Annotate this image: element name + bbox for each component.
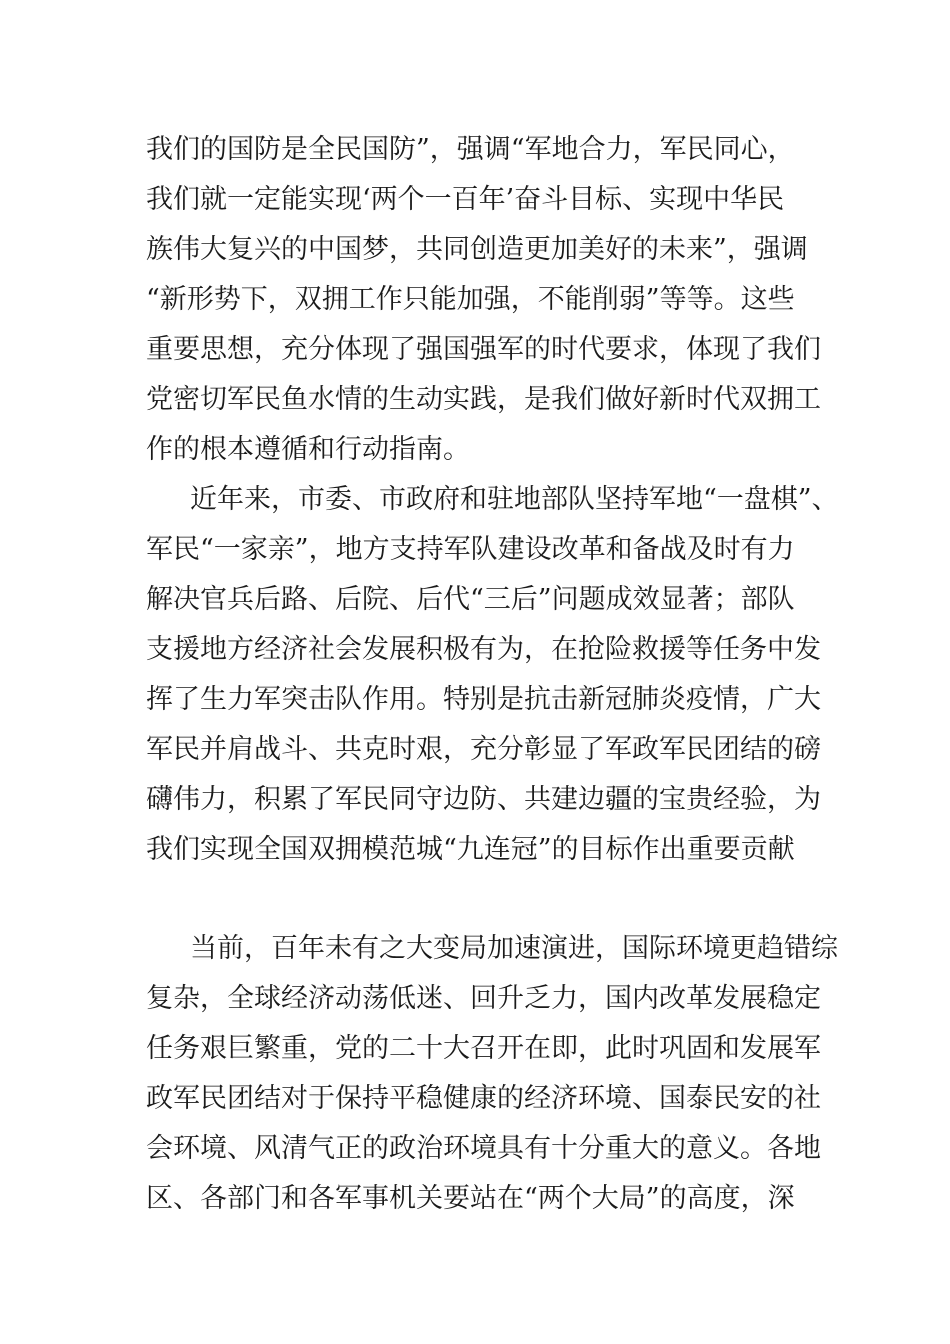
paragraph-3-line-5: 会环境、风清气正的政治环境具有十分重大的意义。各地 — [146, 1133, 821, 1164]
paragraph-3-line-1: 当前，百年未有之大变局加速演进，国际环境更趋错综 — [190, 933, 838, 964]
paragraph-1-line-3: 族伟大复兴的中国梦，共同创造更加美好的未来”，强调 — [146, 234, 808, 265]
paragraph-2-line-6: 军民并肩战斗、共克时艰，充分彰显了军政军民团结的磅 — [146, 734, 821, 765]
paragraph-1-line-4: “新形势下，双拥工作只能加强，不能削弱”等等。这些 — [146, 284, 795, 315]
paragraph-1-line-7: 作的根本遵循和行动指南。 — [146, 434, 470, 465]
paragraph-2-line-4: 支援地方经济社会发展积极有为，在抢险救援等任务中发 — [146, 634, 821, 665]
paragraph-3-line-6: 区、各部门和各军事机关要站在“两个大局”的高度，深 — [146, 1183, 795, 1214]
paragraph-1-line-2: 我们就一定能实现‘两个一百年’奋斗目标、实现中华民 — [146, 184, 785, 215]
paragraph-3-line-4: 政军民团结对于保持平稳健康的经济环境、国泰民安的社 — [146, 1083, 821, 1114]
paragraph-2-line-2: 军民“一家亲”，地方支持军队建设改革和备战及时有力 — [146, 534, 795, 565]
paragraph-2-line-7: 礴伟力，积累了军民同守边防、共建边疆的宝贵经验，为 — [146, 784, 821, 815]
paragraph-1-line-1: 我们的国防是全民国防”，强调“军地合力，军民同心， — [146, 134, 795, 165]
paragraph-2-line-3: 解决官兵后路、后院、后代“三后”问题成效显著；部队 — [146, 584, 795, 615]
paragraph-1-line-6: 党密切军民鱼水情的生动实践，是我们做好新时代双拥工 — [146, 384, 821, 415]
paragraph-3-line-3: 任务艰巨繁重，党的二十大召开在即，此时巩固和发展军 — [146, 1033, 821, 1064]
paragraph-2-line-5: 挥了生力军突击队作用。特别是抗击新冠肺炎疫情，广大 — [146, 684, 821, 715]
paragraph-3-line-2: 复杂，全球经济动荡低迷、回升乏力，国内改革发展稳定 — [146, 983, 821, 1014]
paragraph-2-line-8: 我们实现全国双拥模范城“九连冠”的目标作出重要贡献 — [146, 834, 795, 865]
paragraph-1-line-5: 重要思想，充分体现了强国强军的时代要求，体现了我们 — [146, 334, 821, 365]
paragraph-2-line-1: 近年来，市委、市政府和驻地部队坚持军地“一盘棋”、 — [190, 484, 839, 515]
